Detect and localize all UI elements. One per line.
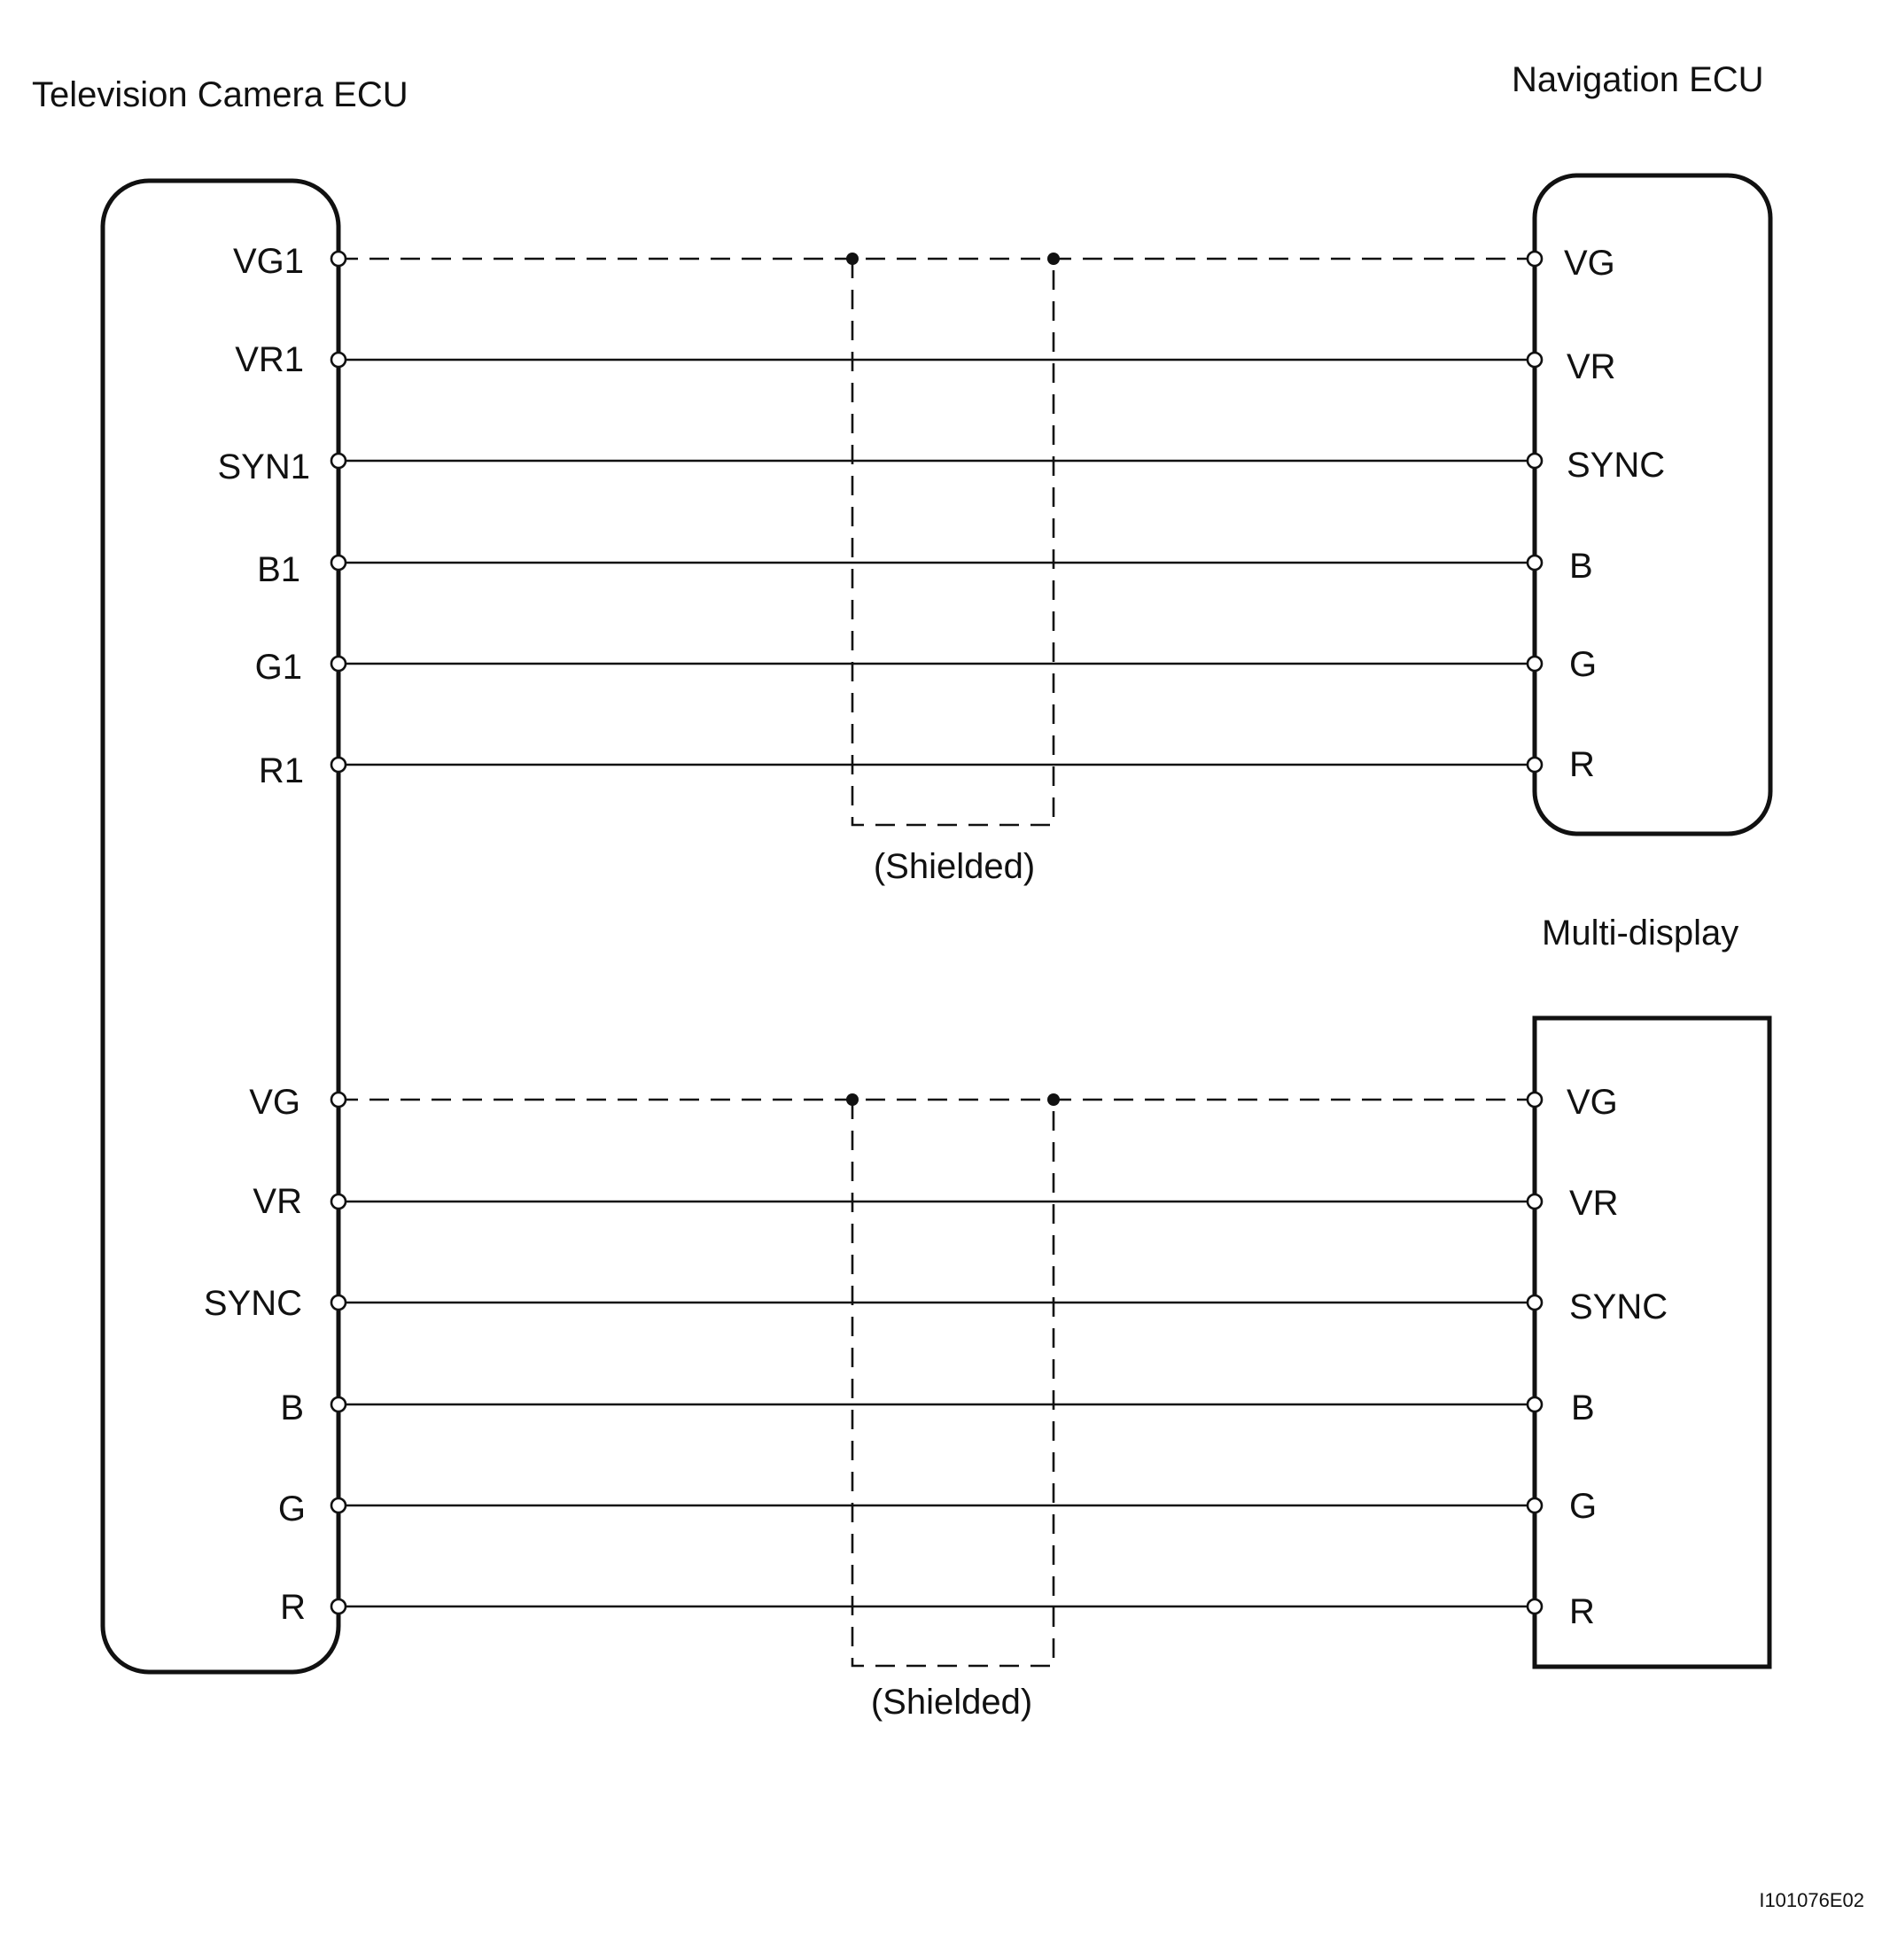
terminal-g2-right-r [1528,1599,1542,1614]
terminal-g1-right-sync [1528,454,1542,468]
terminal-g2-left-g [331,1498,346,1513]
pin-label-display-vr: VR [1569,1184,1619,1223]
terminal-g1-left-syn1 [331,454,346,468]
figure-code: I101076E02 [1759,1889,1864,1911]
pin-label-display-vg: VG [1567,1083,1618,1122]
terminal-g1-left-vg1 [331,252,346,266]
pin-label-display-b: B [1571,1388,1595,1427]
pin-label-navigation-r: R [1569,745,1595,784]
terminal-g1-left-vr1 [331,353,346,367]
pin-label-navigation-b: B [1569,547,1593,586]
pin-label-camera-vr: VR [253,1182,302,1221]
terminal-g2-left-vr [331,1194,346,1209]
terminal-g1-right-r [1528,758,1542,772]
shield-node-g2-right [1047,1093,1060,1106]
terminal-g1-left-b1 [331,556,346,570]
terminal-g2-left-r [331,1599,346,1614]
shield-g2 [852,1100,1054,1666]
terminal-g1-right-g [1528,657,1542,671]
shield-label-g1: (Shielded) [873,847,1036,886]
pin-label-display-r: R [1569,1592,1595,1631]
pin-label-camera-g1: G1 [254,648,302,687]
pin-label-navigation-vg: VG [1564,244,1615,283]
terminal-g1-left-r1 [331,758,346,772]
pin-label-camera-g: G [277,1489,306,1528]
navigation-ecu-title: Navigation ECU [1512,60,1764,99]
terminal-g2-right-vr [1528,1194,1542,1209]
multi-display-title: Multi-display [1542,914,1739,953]
pin-label-camera-vg: VG [249,1083,300,1122]
terminal-g2-left-vg [331,1093,346,1107]
camera-ecu-title: Television Camera ECU [32,75,408,114]
shield-g1 [852,259,1054,825]
terminal-g1-right-b [1528,556,1542,570]
pin-label-navigation-g: G [1569,645,1598,684]
pin-label-navigation-sync: SYNC [1567,446,1666,485]
pin-label-navigation-vr: VR [1567,347,1616,386]
terminal-g2-right-g [1528,1498,1542,1513]
terminal-g1-right-vg [1528,252,1542,266]
terminal-g1-right-vr [1528,353,1542,367]
pin-label-camera-r1: R1 [258,751,304,790]
terminal-g2-left-sync [331,1295,346,1310]
wire-group-display [331,1093,1542,1666]
shield-label-g2: (Shielded) [870,1683,1033,1722]
shield-node-g2-left [846,1093,859,1106]
pin-label-camera-vr1: VR1 [235,340,304,379]
shield-node-g1-left [846,253,859,265]
pin-label-camera-b1: B1 [257,550,300,589]
wire-group-navigation [331,252,1542,825]
pin-label-camera-sync: SYNC [203,1284,302,1323]
terminal-g1-left-g1 [331,657,346,671]
pin-label-display-sync: SYNC [1569,1287,1668,1326]
pin-label-camera-b: B [280,1388,304,1427]
terminal-g2-left-b [331,1397,346,1412]
pin-label-camera-vg1: VG1 [232,242,304,281]
camera-ecu-box [103,181,338,1672]
terminal-g2-right-sync [1528,1295,1542,1310]
pin-label-camera-r: R [280,1588,306,1627]
shield-node-g1-right [1047,253,1060,265]
terminal-g2-right-b [1528,1397,1542,1412]
pin-label-display-g: G [1569,1487,1598,1526]
terminal-g2-right-vg [1528,1093,1542,1107]
pin-label-camera-syn1: SYN1 [217,447,310,486]
